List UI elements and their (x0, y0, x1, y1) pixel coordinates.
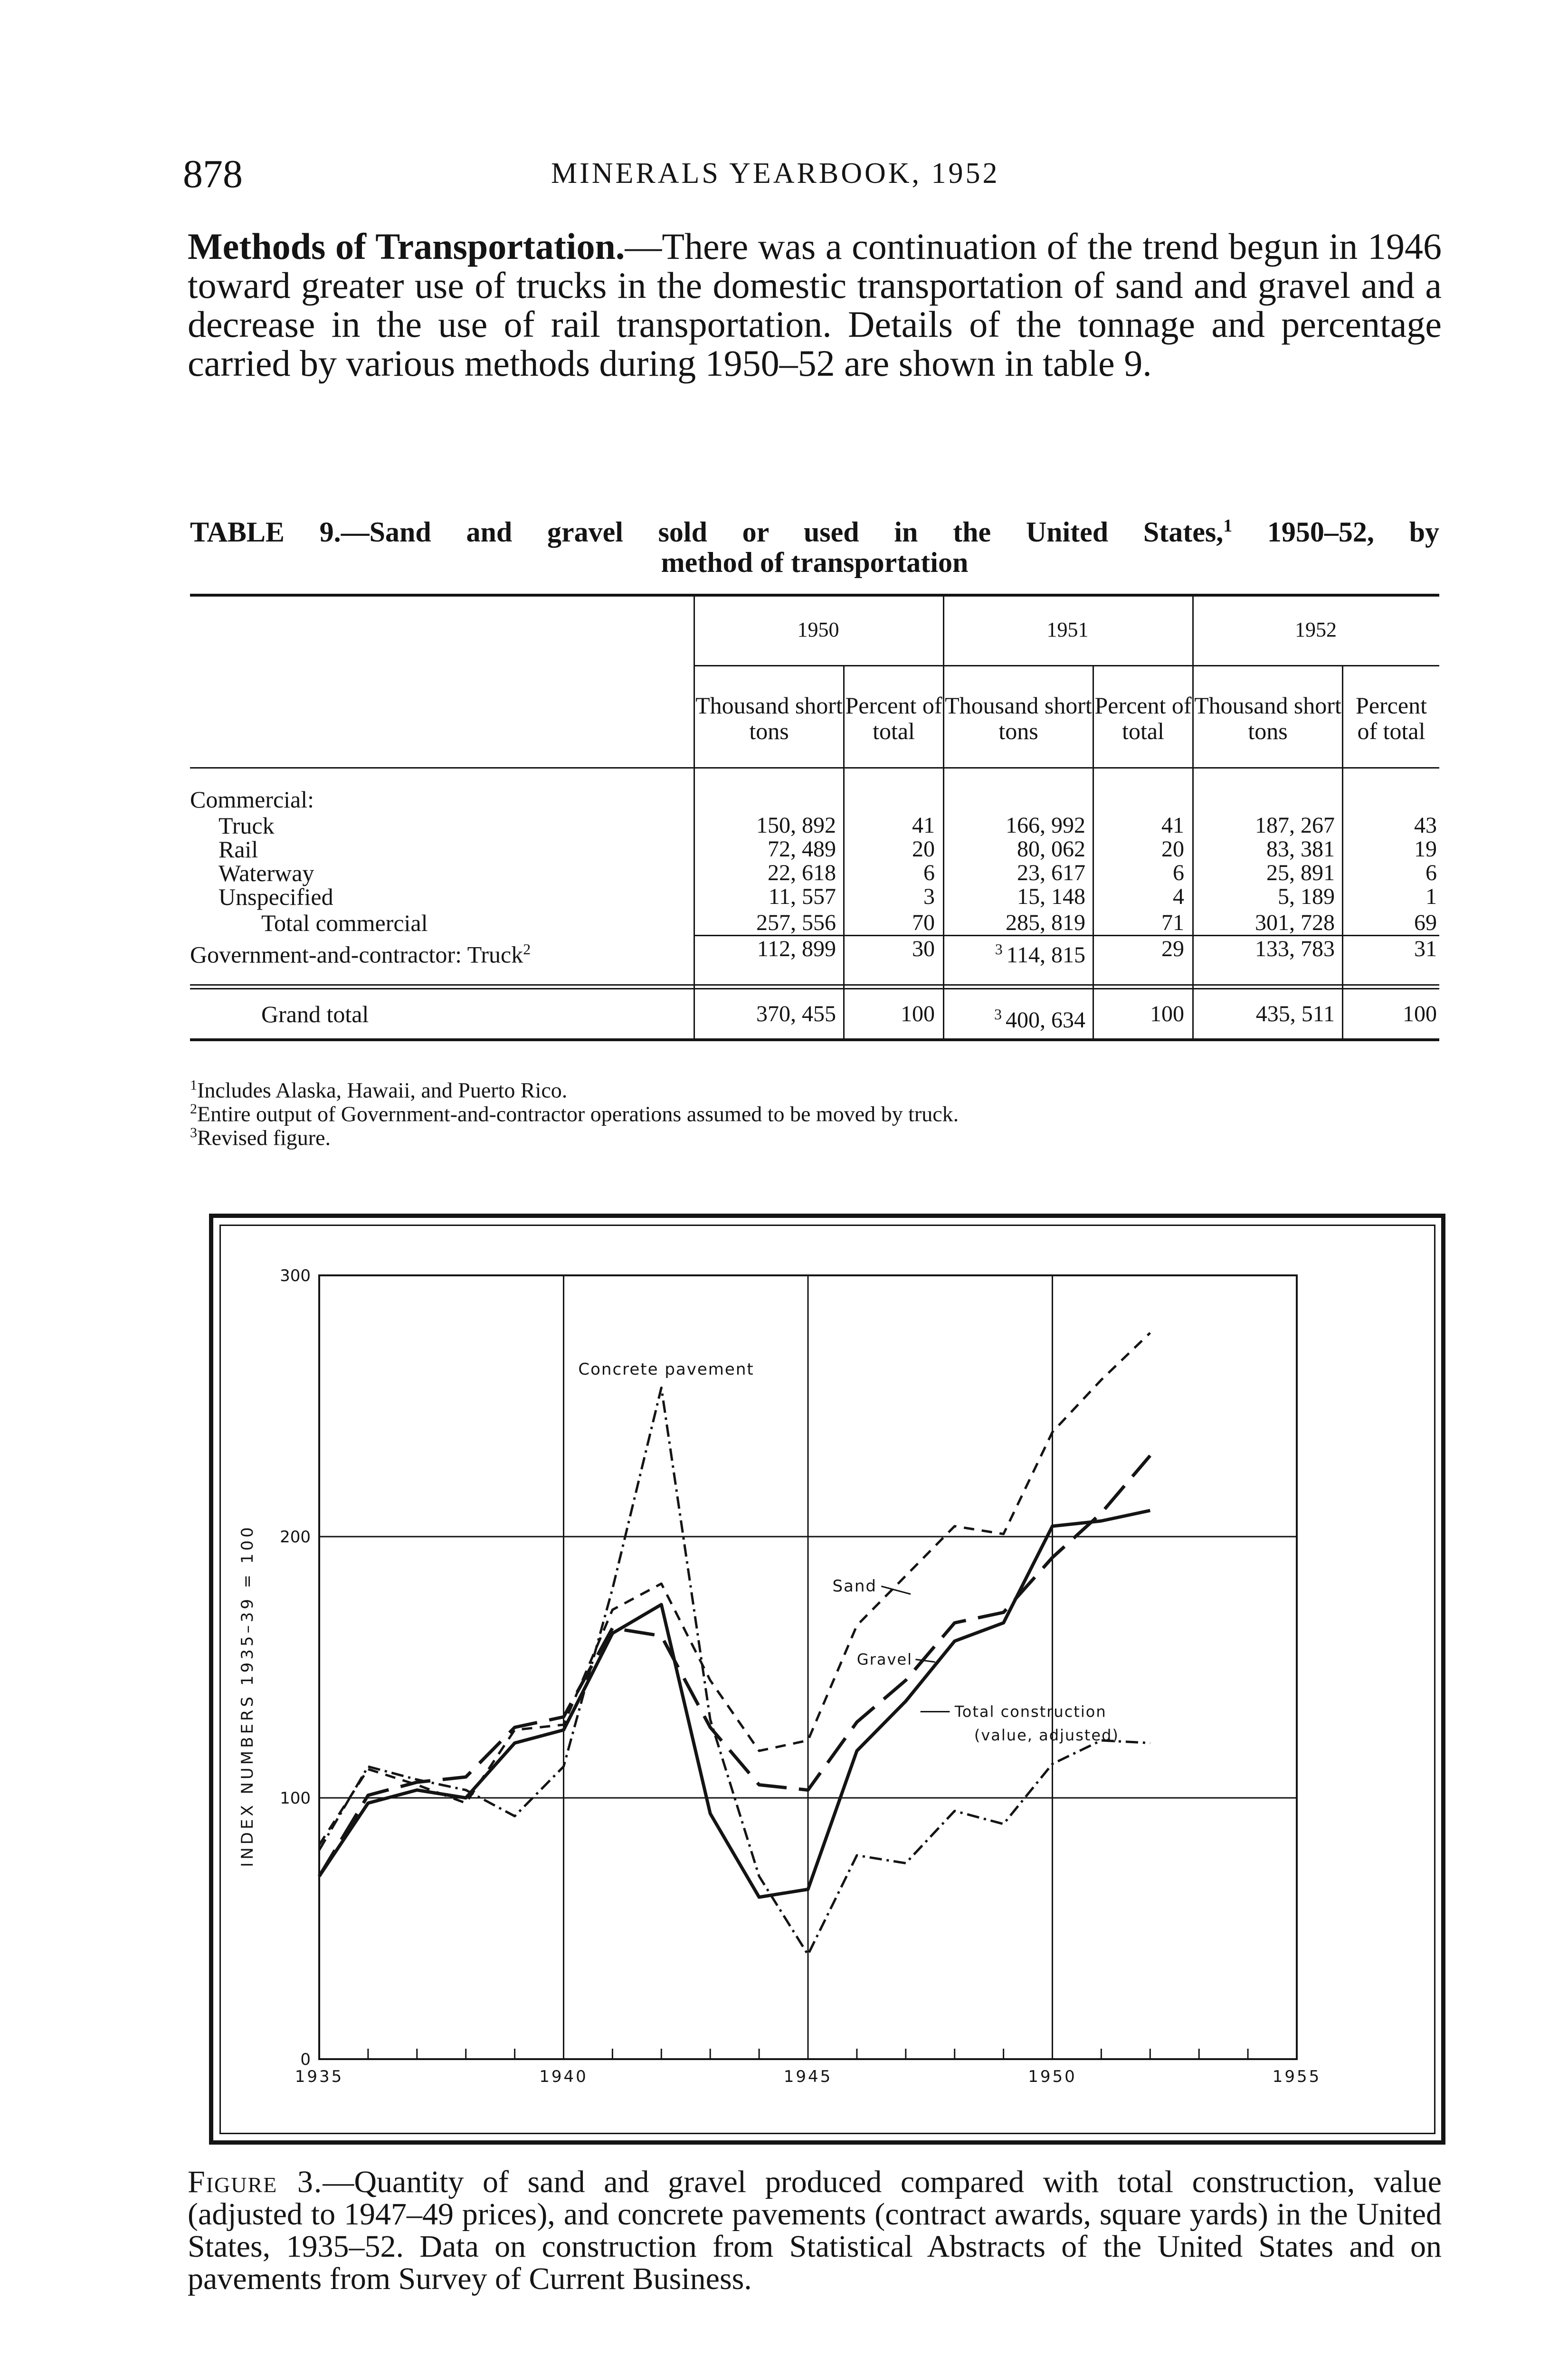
x-tick-label: 1945 (783, 2067, 833, 2086)
y-tick-label: 300 (280, 1266, 311, 1285)
table-cell: 6 (1425, 860, 1437, 885)
table-cell: 301, 728 (1255, 910, 1335, 935)
series-line-concrete-pavement (319, 1388, 1150, 1955)
paragraph-lead: Methods of Transportation. (188, 226, 625, 267)
transport-table (190, 594, 1439, 1050)
table-title-sup: 1 (1223, 516, 1233, 536)
figure-label: Figure 3. (188, 2165, 323, 2199)
x-tick-label: 1955 (1272, 2067, 1321, 2086)
table-cell: 43 (1414, 813, 1437, 838)
table-cell: 6 (923, 860, 935, 885)
line-chart (209, 1214, 1445, 2145)
table-divider (1192, 597, 1194, 1038)
table-cell: 19 (1414, 836, 1437, 862)
row-label: Unspecified (219, 884, 333, 910)
table-cell: 1 (1425, 884, 1437, 909)
methods-paragraph (188, 227, 1442, 383)
table-cell: 285, 819 (1006, 910, 1085, 935)
table-cell: 72, 489 (768, 836, 836, 862)
table-cell: 100 (1403, 1001, 1437, 1026)
table-cell: $^3$ 114, 815 (995, 940, 1085, 968)
row-label: Commercial: (190, 786, 314, 813)
table-cell: 112, 899 (757, 936, 836, 961)
table-title-b: 1950–52, by (1232, 516, 1439, 548)
table-cell: 20 (912, 836, 935, 862)
table-cell: 41 (1161, 813, 1184, 838)
table-cell: 23, 617 (1017, 860, 1085, 885)
table-cell: $^3$ 400, 634 (994, 1006, 1085, 1033)
table-cell: 5, 189 (1278, 884, 1335, 909)
sand-pointer (881, 1586, 911, 1595)
y-tick-label: 200 (280, 1528, 311, 1547)
gravel-label: Gravel (856, 1650, 912, 1669)
year-header: 1951 (1046, 618, 1089, 641)
year-header: 1952 (1295, 618, 1337, 641)
x-tick-label: 1950 (1028, 2067, 1077, 2086)
col-thousand: Thousand short tons (945, 692, 1092, 744)
table-cell: 11, 557 (768, 884, 836, 909)
table-title-line2: method of transportation (661, 547, 969, 578)
row-label: Government-and-contractor: Truck$^2$ (190, 940, 531, 968)
table-cell: 166, 992 (1006, 813, 1085, 838)
row-label: Rail (219, 836, 258, 863)
footnote: $^3$Revised figure. (190, 1125, 331, 1150)
col-percent: Percent of total (1094, 692, 1192, 744)
row-label: Total commercial (261, 910, 428, 936)
y-tick-label: 0 (300, 2050, 311, 2069)
table-year-rule (694, 665, 1439, 666)
table-cell: 435, 511 (1255, 1001, 1335, 1026)
page-number: 878 (183, 152, 243, 196)
row-label: Truck (219, 812, 275, 839)
caption-text: —Quantity of sand and gravel produced compared with total construction, value (adjusted to 1947–49 prices), and concrete pavements (contract awards, square yards) in the United States, 1935–52. Data on construction from Statistical Abstracts of the United States and on pavements from Survey of Current Business. (188, 2165, 1442, 2296)
row-label: Waterway (219, 860, 314, 886)
table-cell: 31 (1414, 936, 1437, 961)
table-cell: 71 (1161, 910, 1184, 935)
col-percent: Percent of total (845, 692, 942, 744)
footnote: $^1$Includes Alaska, Hawaii, and Puerto Rico. (190, 1077, 568, 1102)
table-bottom-rule (190, 1038, 1439, 1041)
table-cell: 25, 891 (1266, 860, 1335, 885)
table-cell: 6 (1173, 860, 1184, 885)
footnote: $^2$Entire output of Government-and-contractor operations assumed to be moved by truck. (190, 1101, 959, 1126)
table-cell: 4 (1173, 884, 1184, 909)
table-divider (943, 597, 944, 1038)
running-head: MINERALS YEARBOOK, 1952 (551, 157, 1000, 190)
table-title (190, 511, 1439, 578)
table-cell: 15, 148 (1017, 884, 1085, 909)
table-head-rule (190, 767, 1439, 769)
table-cell: 3 (923, 884, 935, 909)
table-cell: 133, 783 (1255, 936, 1335, 961)
table-cell: 22, 618 (768, 860, 836, 885)
col-thousand: Thousand short tons (1194, 692, 1341, 744)
total-construction-label-2: (value, adjusted) (974, 1726, 1119, 1744)
table-cell: 69 (1414, 910, 1437, 935)
col-thousand: Thousand short tons (695, 692, 843, 744)
table-cell: 20 (1161, 836, 1184, 862)
table-cell: 83, 381 (1266, 836, 1335, 862)
year-header: 1950 (797, 618, 839, 641)
table-total-rule (190, 988, 1439, 989)
series-line-gravel (319, 1456, 1150, 1877)
table-cell: 29 (1161, 936, 1184, 961)
total-construction-label: Total construction (954, 1702, 1107, 1721)
concrete-pavement-label: Concrete pavement (578, 1360, 754, 1379)
row-label: Grand total (261, 1001, 369, 1027)
col-percent: Percent of total (1356, 692, 1427, 744)
table-cell: 100 (901, 1001, 935, 1026)
table-cell: 257, 556 (756, 910, 836, 935)
figure-caption (188, 2166, 1442, 2295)
table-cell: 100 (1150, 1001, 1184, 1026)
table-cell: 30 (912, 936, 935, 961)
sand-label: Sand (832, 1577, 877, 1596)
paragraph-text: —There was a continuation of the trend begun in 1946 toward greater use of trucks in the domestic transportation of sand and gravel and a decrease in the use of rail transportation. Details of the tonnage and percentage carried by various methods during 1950–52 are shown in table 9. (188, 226, 1442, 384)
table-top-rule (190, 594, 1439, 597)
table-cell: 41 (912, 813, 935, 838)
y-axis-label: INDEX NUMBERS 1935–39 = 100 (238, 1524, 257, 1867)
table-cell: 70 (912, 910, 935, 935)
table-total-rule (190, 984, 1439, 986)
y-tick-label: 100 (280, 1789, 311, 1808)
table-title-a: TABLE 9.—Sand and gravel sold or used in the United States, (190, 516, 1224, 548)
table-cell: 187, 267 (1255, 813, 1335, 838)
table-cell: 370, 455 (756, 1001, 836, 1026)
table-cell: 80, 062 (1017, 836, 1085, 862)
table-cell: 150, 892 (756, 813, 836, 838)
x-tick-label: 1940 (539, 2067, 588, 2086)
table-divider (694, 597, 695, 1038)
x-tick-label: 1935 (295, 2067, 344, 2086)
